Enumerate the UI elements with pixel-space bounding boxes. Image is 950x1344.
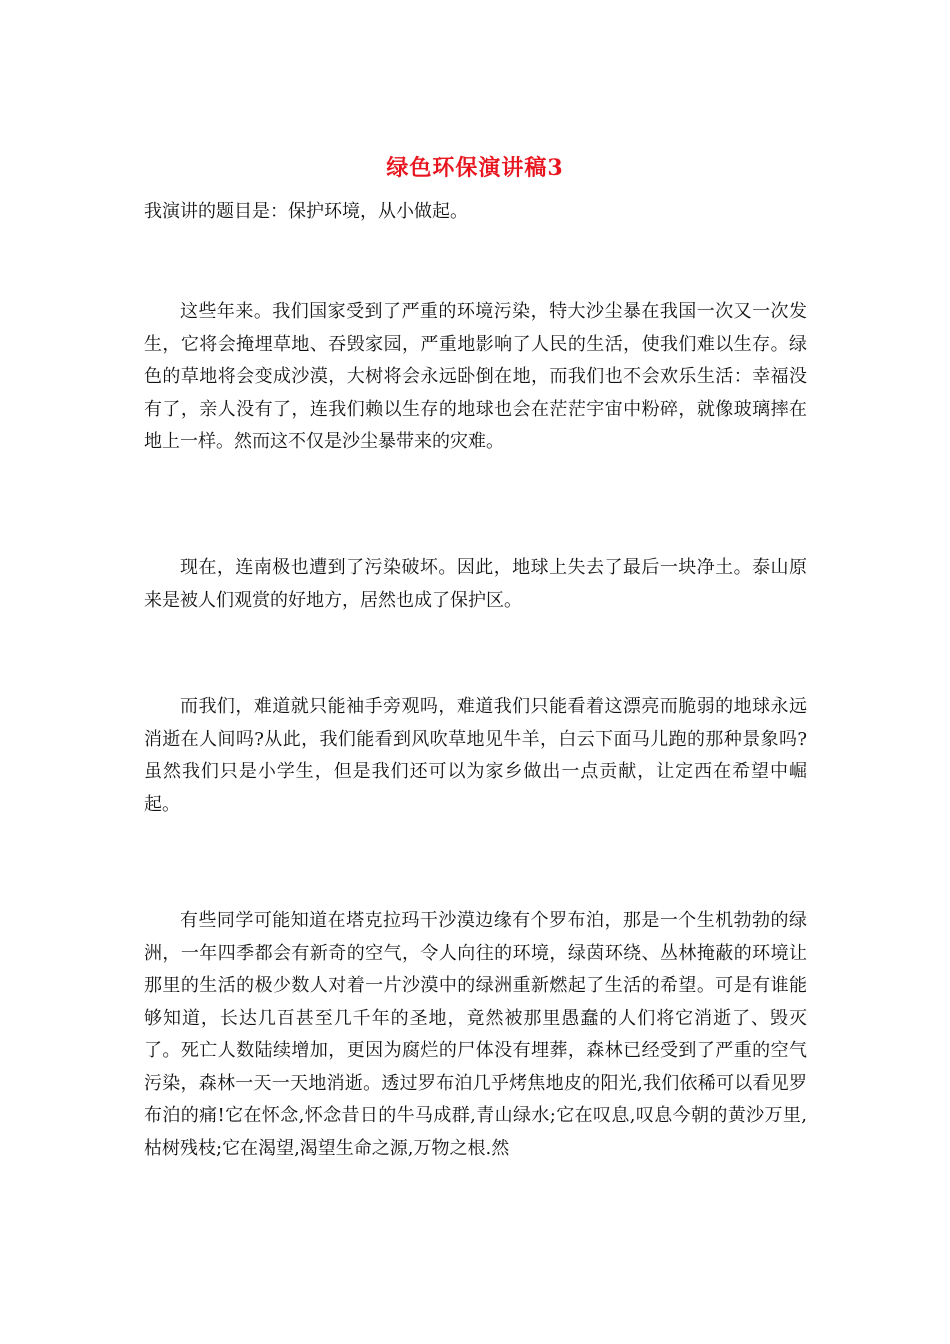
paragraph-4: 有些同学可能知道在塔克拉玛干沙漠边缘有个罗布泊，那是一个生机勃勃的绿洲，一年四季都会有新奇的空气，令人向往的环境，绿茵环绕、丛林掩蔽的环境让那里的生活的极少数人对着一片沙漠中的绿洲重新燃起了生活的希望。可是有谁能够知道，长达几百甚至几千年的圣地，竟然被那里愚蠢的人们将它消逝了、毁灭了。死亡人数陆续增加，更因为腐烂的尸体没有埋葬，森林已经受到了严重的空气污染，森林一天一天地消逝。透过罗布泊几乎烤焦地皮的阳光,我们依稀可以看见罗布泊的痛!它在怀念,怀念昔日的牛马成群,青山绿水;它在叹息,叹息今朝的黄沙万里,枯树残枝;它在渴望,渴望生命之源,万物之根.然 [144,910,807,1159]
paragraph-2: 现在，连南极也遭到了污染破坏。因此，地球上失去了最后一块净土。泰山原来是被人们观赏的好地方，居然也成了保护区。 [144,557,807,611]
speech-topic-line: 我演讲的题目是：保护环境，从小做起。 [144,201,468,222]
document-title: 绿色环保演讲稿3 [386,155,564,181]
paragraph-1: 这些年来。我们国家受到了严重的环境污染，特大沙尘暴在我国一次又一次发生，它将会掩埋草地、吞毁家园，严重地影响了人民的生活，使我们难以生存。绿色的草地将会变成沙漠，大树将会永远卧倒在地，而我们也不会欢乐生活：幸福没有了，亲人没有了，连我们赖以生存的地球也会在茫茫宇宙中粉碎，就像玻璃摔在地上一样。然而这不仅是沙尘暴带来的灾难。 [144,301,807,452]
paragraph-3: 而我们，难道就只能袖手旁观吗，难道我们只能看着这漂亮而脆弱的地球永远消逝在人间吗?从此，我们能看到风吹草地见牛羊，白云下面马儿跑的那种景象吗?虽然我们只是小学生，但是我们还可以为家乡做出一点贡献，让定西在希望中崛起。 [144,696,807,815]
